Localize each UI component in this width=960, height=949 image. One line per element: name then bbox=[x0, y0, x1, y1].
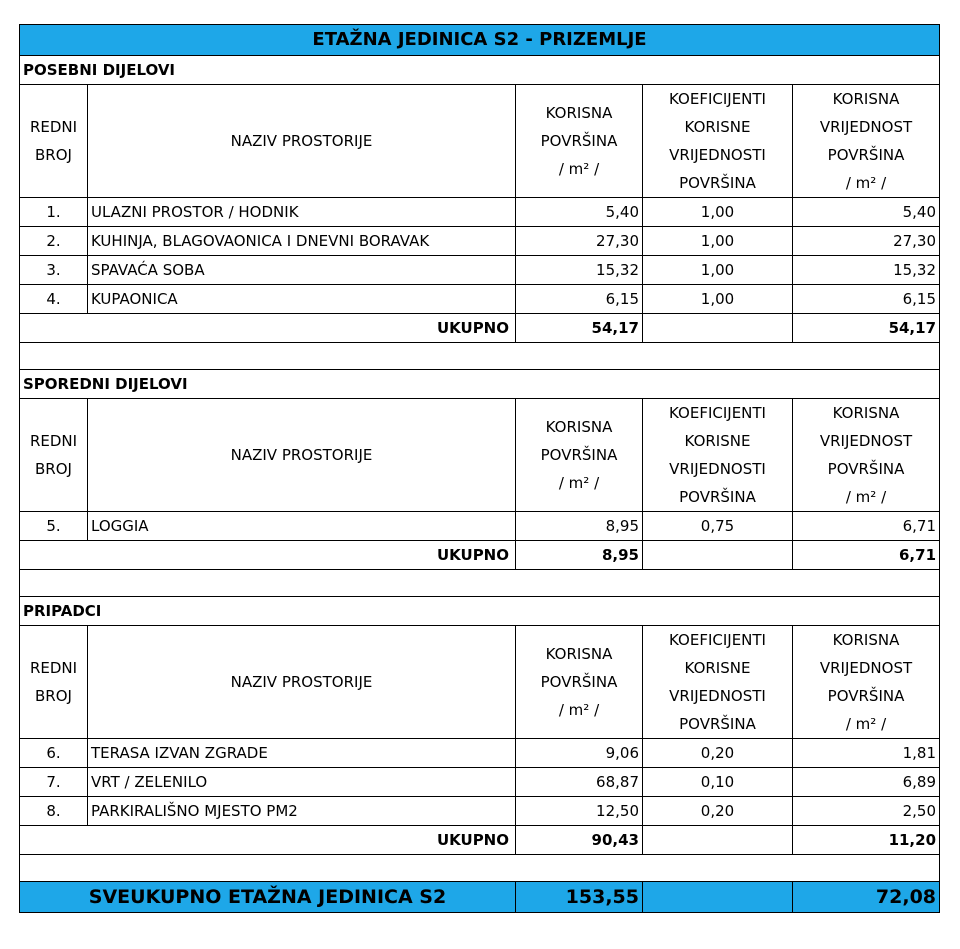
korisna-vrijednost-line: POVRŠINA bbox=[827, 146, 905, 164]
subtotal-area: 54,17 bbox=[516, 314, 643, 343]
col-header-korisna-povrsina bbox=[516, 626, 643, 739]
area-value: 9,06 bbox=[516, 739, 643, 768]
korisna-vrijednost-line: KORISNA bbox=[832, 631, 900, 649]
koeficijenti-line: POVRŠINA bbox=[679, 715, 756, 733]
grand-total-row bbox=[20, 882, 940, 913]
table-row bbox=[20, 256, 940, 285]
koeficijenti-line: KOEFICIJENTI bbox=[669, 404, 766, 422]
subtotal-label: UKUPNO bbox=[20, 826, 516, 855]
subtotal-label: UKUPNO bbox=[20, 541, 516, 570]
col-header-koeficijenti bbox=[643, 399, 793, 512]
koeficijenti-line: KORISNE bbox=[684, 432, 751, 450]
header-row bbox=[20, 626, 940, 739]
subtotal-row bbox=[20, 826, 940, 855]
row-number: 4. bbox=[20, 285, 88, 314]
table-row bbox=[20, 768, 940, 797]
subtotal-value: 54,17 bbox=[793, 314, 940, 343]
area-value: 27,30 bbox=[516, 227, 643, 256]
room-name: SPAVAĆA SOBA bbox=[88, 256, 516, 285]
korisna-povrsina-line: KORISNA bbox=[545, 418, 613, 436]
subtotal-value: 11,20 bbox=[793, 826, 940, 855]
spacer-cell bbox=[20, 570, 940, 597]
koeficijenti-line: VRIJEDNOSTI bbox=[669, 687, 766, 705]
section-title-row bbox=[20, 56, 940, 85]
weighted-area-value: 5,40 bbox=[793, 198, 940, 227]
koeficijenti-line: POVRŠINA bbox=[679, 488, 756, 506]
col-header-redni-broj bbox=[20, 85, 88, 198]
row-number: 6. bbox=[20, 739, 88, 768]
room-name: KUPAONICA bbox=[88, 285, 516, 314]
grand-total-label: SVEUKUPNO ETAŽNA JEDINICA S2 bbox=[20, 882, 516, 913]
coefficient-value: 1,00 bbox=[643, 198, 793, 227]
weighted-area-value: 6,71 bbox=[793, 512, 940, 541]
table-row bbox=[20, 285, 940, 314]
subtotal-row bbox=[20, 541, 940, 570]
korisna-vrijednost-line: / m² / bbox=[845, 715, 887, 733]
koeficijenti-line: KORISNE bbox=[684, 118, 751, 136]
table-row bbox=[20, 512, 940, 541]
row-number: 5. bbox=[20, 512, 88, 541]
spacer-row bbox=[20, 570, 940, 597]
spacer-row bbox=[20, 343, 940, 370]
table-title: ETAŽNA JEDINICA S2 - PRIZEMLJE bbox=[20, 25, 940, 56]
spacer-cell bbox=[20, 855, 940, 882]
korisna-vrijednost-line: / m² / bbox=[845, 488, 887, 506]
weighted-area-value: 1,81 bbox=[793, 739, 940, 768]
area-value: 68,87 bbox=[516, 768, 643, 797]
redni-broj-line: BROJ bbox=[35, 146, 72, 164]
col-header-korisna-povrsina bbox=[516, 399, 643, 512]
table-row bbox=[20, 227, 940, 256]
korisna-povrsina-line: KORISNA bbox=[545, 645, 613, 663]
koeficijenti-line: KOEFICIJENTI bbox=[669, 90, 766, 108]
korisna-vrijednost-line: VRIJEDNOST bbox=[819, 659, 913, 677]
unit-area-table bbox=[19, 24, 940, 913]
subtotal-empty bbox=[643, 314, 793, 343]
korisna-vrijednost-line: KORISNA bbox=[832, 90, 900, 108]
area-value: 5,40 bbox=[516, 198, 643, 227]
coefficient-value: 0,75 bbox=[643, 512, 793, 541]
row-number: 3. bbox=[20, 256, 88, 285]
koeficijenti-line: VRIJEDNOSTI bbox=[669, 460, 766, 478]
coefficient-value: 0,20 bbox=[643, 797, 793, 826]
row-number: 7. bbox=[20, 768, 88, 797]
redni-broj-line: REDNI bbox=[29, 118, 78, 136]
coefficient-value: 0,10 bbox=[643, 768, 793, 797]
col-header-korisna-povrsina bbox=[516, 85, 643, 198]
table-row bbox=[20, 739, 940, 768]
koeficijenti-line: VRIJEDNOSTI bbox=[669, 146, 766, 164]
header-row bbox=[20, 399, 940, 512]
weighted-area-value: 2,50 bbox=[793, 797, 940, 826]
col-header-redni-broj bbox=[20, 399, 88, 512]
col-header-naziv: NAZIV PROSTORIJE bbox=[88, 626, 516, 739]
coefficient-value: 1,00 bbox=[643, 227, 793, 256]
room-name: VRT / ZELENILO bbox=[88, 768, 516, 797]
subtotal-label: UKUPNO bbox=[20, 314, 516, 343]
section-title-row bbox=[20, 597, 940, 626]
redni-broj-line: BROJ bbox=[35, 460, 72, 478]
korisna-povrsina-line: / m² / bbox=[558, 701, 600, 719]
korisna-vrijednost-line: VRIJEDNOST bbox=[819, 432, 913, 450]
korisna-vrijednost-line: KORISNA bbox=[832, 404, 900, 422]
coefficient-value: 1,00 bbox=[643, 256, 793, 285]
col-header-korisna-vrijednost bbox=[793, 85, 940, 198]
row-number: 8. bbox=[20, 797, 88, 826]
table-row bbox=[20, 198, 940, 227]
subtotal-area: 8,95 bbox=[516, 541, 643, 570]
room-name: KUHINJA, BLAGOVAONICA I DNEVNI BORAVAK bbox=[88, 227, 516, 256]
koeficijenti-line: POVRŠINA bbox=[679, 174, 756, 192]
row-number: 2. bbox=[20, 227, 88, 256]
subtotal-row bbox=[20, 314, 940, 343]
korisna-vrijednost-line: / m² / bbox=[845, 174, 887, 192]
weighted-area-value: 15,32 bbox=[793, 256, 940, 285]
col-header-koeficijenti bbox=[643, 85, 793, 198]
subtotal-empty bbox=[643, 826, 793, 855]
weighted-area-value: 6,15 bbox=[793, 285, 940, 314]
col-header-koeficijenti bbox=[643, 626, 793, 739]
korisna-povrsina-line: / m² / bbox=[558, 474, 600, 492]
koeficijenti-line: KOEFICIJENTI bbox=[669, 631, 766, 649]
koeficijenti-line: KORISNE bbox=[684, 659, 751, 677]
korisna-povrsina-line: / m² / bbox=[558, 160, 600, 178]
title-row bbox=[20, 25, 940, 56]
redni-broj-line: REDNI bbox=[29, 432, 78, 450]
area-value: 8,95 bbox=[516, 512, 643, 541]
korisna-povrsina-line: POVRŠINA bbox=[540, 446, 618, 464]
grand-total-value: 72,08 bbox=[793, 882, 940, 913]
coefficient-value: 0,20 bbox=[643, 739, 793, 768]
korisna-povrsina-line: KORISNA bbox=[545, 104, 613, 122]
korisna-vrijednost-line: VRIJEDNOST bbox=[819, 118, 913, 136]
area-value: 15,32 bbox=[516, 256, 643, 285]
row-number: 1. bbox=[20, 198, 88, 227]
section-title: POSEBNI DIJELOVI bbox=[20, 56, 940, 85]
room-name: LOGGIA bbox=[88, 512, 516, 541]
weighted-area-value: 27,30 bbox=[793, 227, 940, 256]
subtotal-empty bbox=[643, 541, 793, 570]
subtotal-value: 6,71 bbox=[793, 541, 940, 570]
section-title-row bbox=[20, 370, 940, 399]
room-name: PARKIRALIŠNO MJESTO PM2 bbox=[88, 797, 516, 826]
korisna-vrijednost-line: POVRŠINA bbox=[827, 460, 905, 478]
redni-broj-line: BROJ bbox=[35, 687, 72, 705]
grand-total-area: 153,55 bbox=[516, 882, 643, 913]
col-header-naziv: NAZIV PROSTORIJE bbox=[88, 399, 516, 512]
redni-broj-line: REDNI bbox=[29, 659, 78, 677]
subtotal-area: 90,43 bbox=[516, 826, 643, 855]
korisna-povrsina-line: POVRŠINA bbox=[540, 673, 618, 691]
header-row bbox=[20, 85, 940, 198]
table-row bbox=[20, 797, 940, 826]
table-body bbox=[20, 25, 940, 913]
col-header-korisna-vrijednost bbox=[793, 626, 940, 739]
room-name: ULAZNI PROSTOR / HODNIK bbox=[88, 198, 516, 227]
korisna-povrsina-line: POVRŠINA bbox=[540, 132, 618, 150]
area-value: 6,15 bbox=[516, 285, 643, 314]
section-title: SPOREDNI DIJELOVI bbox=[20, 370, 940, 399]
room-name: TERASA IZVAN ZGRADE bbox=[88, 739, 516, 768]
spacer-row bbox=[20, 855, 940, 882]
area-value: 12,50 bbox=[516, 797, 643, 826]
col-header-redni-broj bbox=[20, 626, 88, 739]
spacer-cell bbox=[20, 343, 940, 370]
weighted-area-value: 6,89 bbox=[793, 768, 940, 797]
section-title: PRIPADCI bbox=[20, 597, 940, 626]
grand-total-empty bbox=[643, 882, 793, 913]
korisna-vrijednost-line: POVRŠINA bbox=[827, 687, 905, 705]
col-header-korisna-vrijednost bbox=[793, 399, 940, 512]
coefficient-value: 1,00 bbox=[643, 285, 793, 314]
col-header-naziv: NAZIV PROSTORIJE bbox=[88, 85, 516, 198]
